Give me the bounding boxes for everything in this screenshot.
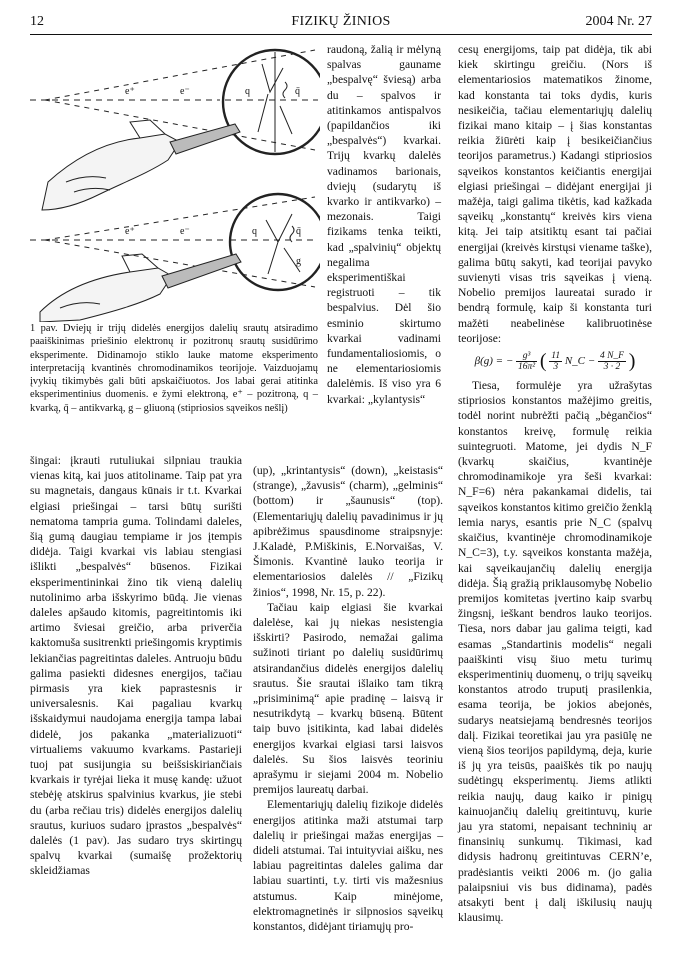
formula-mid: N_C − (564, 355, 596, 368)
fraction-numerator: g³ (516, 351, 537, 362)
column-a (30, 453, 242, 879)
label-electron-bottom: e⁻ (180, 226, 190, 237)
label-electron-top: e⁻ (180, 86, 190, 97)
fraction-numerator: 4 N_F (599, 351, 624, 362)
header-rule (30, 34, 652, 35)
label-positron-bottom: e⁺ (125, 226, 135, 237)
fraction-denominator: 3 · 2 (603, 362, 621, 373)
label-quark-bottom: q (252, 226, 257, 237)
page-header (30, 14, 652, 32)
label-positron-top: e⁺ (125, 86, 135, 97)
column-b-top (327, 42, 441, 407)
beta-function-formula: β(g) = − $\frac{\text{g³}}{\text{16π²}}$ ( $\frac{11}{3}$ N_C − $\frac{4 N\_F}{3 \cdot 2}$ ) (474, 349, 636, 373)
issue-label: 2004 Nr. 27 (585, 14, 652, 29)
label-gluon: g (296, 256, 301, 267)
paragraph: Tiesa, formulėje yra užrašytas stipriosios konstantos mažėjimo greitis, todėl norint nubrėžti pačią „bėgančios“ konstantos kreivę, formulę reikia suintegruoti. Matome, jei dydis N_F (kvarkų skaičius, kvantinėje chromodinamikoje yra šeši kvarkai: N_F=6) nėra pakankamai didelis, tai sąveikos konstantos kitimo greičio ženklą lemia narys, esantis prie N_C (spalvų skaičius, kvantinėje chromodinamikoje N_C=3), t.y. sąveikos konstanta mažėja, kai sąveikaujančių dalelių energija didėja. Šią gražią priklausomybę Nobelio premijos komitetas įvertino kaip svarbų žingsnį, ieškant bendros lauko teorijos. Tiesa, nors dabar jau galima teigti, kad esamas „Standartinis modelis“ negali paaiškinti visų šiuo metu turimų eksperimentinių duomenų, o trijų sąveikų konstantos atrodo truputį prasilenkia, esama teorija, be jokios abejonės, sudarys neatsiejamą bendresnės teorijos dalį. Fizikai teoretikai jau yra pasiūlę ne vieną šios teorijos papildymą, deja, kurie iš jų yra teisūs, paaiškės tik po naujų sudėtingų eksperimentų. Jiems atlikti reikia naujų, daug kaiko ir pinigų kainuojančių dalelių greitintuvų, kurie jau yra statomi, nepaisant techninių ar finansinių sunkumų. Tikimasi, kad didysis hadronų greitintuvas CERN’e, pradėsiantis veikti 2006 m. (jo galia palaipsniui vis bus didinama), padės atsakyti bent į dalį iškilusių naujų klausimų. (458, 379, 652, 925)
formula-lhs: β(g) = − (474, 355, 514, 368)
fraction-denominator: 16π² (518, 362, 536, 373)
paragraph: raudoną, žalią ir mėlyną spalvas gauname „bespalvę“ šviesą) arba du – spalvos ir atitinkamos antispalvos (papildančios iki „bespalvės“) kvarkai. Trijų kvarkų dalelės vadinamos barionais, dviejų (sudarytų iš kvarko ir antikvarko) – mezonais. Taigi fizikams tenka teikti, kad „spalvinių“ objektų negalima eksperimentiškai registruoti – tik bespalvius. Dėl šio esminio skirtumo kvarkai vadinami fundamentaliosiomis, o ne elementariosiomis dalelėmis. Iš viso yra 6 kvarkai: „kylantysis“ (327, 43, 441, 406)
column-b-bottom (253, 463, 443, 934)
formula-fraction-1 (516, 351, 537, 372)
fraction-numerator: 11 (551, 351, 561, 362)
paragraph: Tačiau kaip elgiasi šie kvarkai dalelėse, kai jų niekas nesistengia išskirti? Pasirodo, nemažai galima sužinoti tiriant po dalelių susidūrimų atsirandančius didelės energijos dalelių srautus. Šie srautai išlaiko tam tikrą „prisiminimą“ apie pradinę – laisvą ir nesutrikdytą – kvarkų būseną. Būtent taip buvo įsitikinta, kad labai didelės energijos kvarkai elgiasi tarsi laisvos dalelės. Su šios laisvės teoriniu aprašymu ir siejami 2004 m. Nobelio premijos laureatų darbai. (253, 600, 443, 797)
formula-fraction-3 (598, 351, 626, 372)
figure-caption: 1 pav. Dviejų ir trijų didelės energijos dalelių srautų atsiradimo paaiškinimas priešinio elektronų ir pozitronų srautų susidūrimo eksperimente. Didinamojo stiklo lauke matome eksperimento interpretaciją kvantinės chromodinamikos teorijoje. Vaizduojamų įvykių tikimybės gali būti apskaičiuotos. Jos labai gerai atitinka eksperimentinius duomenis. e žymi elektroną, e⁺ – pozitroną, q – kvarką, q̄ – antikvarką, g – gliuoną (stipriosios sąveikos nešlį) (30, 323, 318, 414)
page-number: 12 (30, 14, 44, 29)
paragraph: cesų energijoms, taip pat didėja, tik abi kiek skirtingu greičiu. (Nors iš elementariosios matematikos žinome, kad konstanta tai toks dydis, kuris nesikeičia, tačiau elementariųjų dalelių fizikai mano kitaip – į šias konstantas reikia žiūrėti kaip į besikeičiančius teorijos parametrus.) Kadangi stipriosios sąveikos konstantos keičiantis energijai elgiasi priešingai – didėjant energijai ji mažėja, taigi galima tikėtis, kad kažkada sąveikų „konstantų“ kreivės kirs viena kitą. Jei taip atsitiktų esant tai pačiai energijai (kreivės kirstųsi viename taške), galima būtų sakyti, kad teorijai pavyko suvienyti visas tris sąveikas į vieną. Nobelio premijos laureatai surado ir bendrą formulę, kaip ši konstanta turi mažėti neabelinėse kalibruotinėse teorijose: (458, 43, 652, 345)
paragraph: šingai: įkrauti rutuliukai silpniau traukia vienas kitą, kai juos atitoliname. Taip pat yra su magnetais, dangaus kūnais ir t.t. Kvarkai elgiasi priešingai – tarsi būtų surišti nematoma tampria guma. Tolindami daleles, šią gumą daugiau tempiame ir jos įtempis didėja. Taigi kvarkai vis labiau stengiasi išlikti „bespalvės“ būsenos. Fizikai eksperimentininkai žino tik vieną dalelių nutolinimo arba išskyrimo būdą. Jie vienas daleles apšaudo kitomis, pagreitintomis iki artimo šviesai greičio, arba priverčia kaktomuša susitrenkti priešingomis kryptimis lekiančias pagreitintas daleles. Antruoju būdu galima pasiekti didesnes energijos, tačiau pirmasis yra kiek paprastesnis ir universalesnis. Kai pagaliau kvarkų išskaidymui naudojama energija tampa labai didelė, jos pakanka „materializuoti“ virtualiems vakuumo kvarkams. Pastarieji tuoj pat susijungia su beišsiskiriančiais kvarkais ir tyrėjai lieka it musę kandę: užuot stebėję atskirus spalvinius kvarkus, jie stebi du (arba rečiau tris) didelės energijos dalelių srautus, kuriuos sudaro įprastos „bespalvės“ dalelės (1 pav). Jas sudaro trys skirtingų spalvų kvarkai (sumaišę prožektorių skleidžiamas (30, 454, 242, 878)
paragraph: (up), „krintantysis“ (down), „keistasis“ (strange), „žavusis“ (charm), „gelminis“ (bottom) ir „šaunusis“ (top). (Elementariųjų dalelių pavadinimus ir jų apibrėžimus spausdinome straipsnyje: J.Kaladė, P.Miškinis, E.Norvaišas, V. Šimonis. Kvantinė lauko teorija ir elementariosios dalelės // „Fizikų žinios“, 1998, Nr. 15, p. 22). (253, 464, 443, 599)
figure-illustration (30, 42, 320, 322)
formula-fraction-2 (549, 351, 562, 372)
label-antiquark-top: q̄ (295, 86, 300, 97)
magnifier-lens-top (223, 50, 320, 154)
label-quark-top: q (245, 86, 250, 97)
label-antiquark-bottom: q̄ (296, 226, 301, 237)
paragraph: Elementariųjų dalelių fizikoje didelės energijos atitinka maži atstumai tarp dalelių ir priešingai mažas energijas – dideli atstumai. Tai intuityviai aišku, nes labiau pagreitintas daleles galima dar labiau suartinti, t.y. tirti vis mažesnius atstumus. Kaip minėjome, elektromagnetinės ir silpnosios sąveikų konstantos, didėjant tiriamųjų pro- (253, 798, 443, 934)
fraction-denominator: 3 (553, 362, 559, 373)
column-c (458, 42, 652, 925)
journal-title: FIZIKŲ ŽINIOS (291, 14, 391, 29)
